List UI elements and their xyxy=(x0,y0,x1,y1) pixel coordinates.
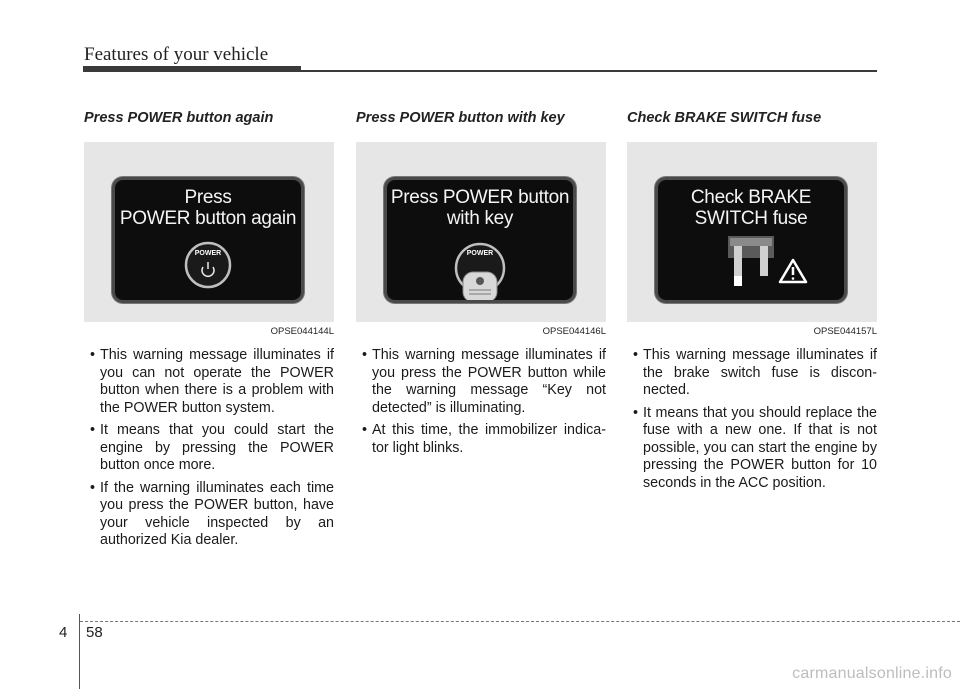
bullet-item: • If the warning illuminates each time you press the POWER button, have your vehicle inspected by an authorized Kia dealer. xyxy=(84,480,334,550)
section-power-with-key xyxy=(356,110,606,462)
display-line-2: SWITCH fuse xyxy=(694,208,808,229)
display-line-1: Check BRAKE xyxy=(690,187,812,208)
cluster-display xyxy=(658,180,844,300)
figure-brake-switch-fuse xyxy=(627,142,877,322)
section-brake-switch-fuse xyxy=(627,110,877,497)
figure-code: OPSE044157L xyxy=(813,326,877,337)
figure-code: OPSE044144L xyxy=(270,326,334,337)
display-line-1: Press xyxy=(184,187,232,208)
section-title: Press POWER button again xyxy=(84,110,274,126)
bullet-list xyxy=(84,347,334,550)
cluster-display xyxy=(115,180,301,300)
cluster-display xyxy=(387,180,573,300)
bullet-list xyxy=(627,347,877,492)
display-line-2: POWER button again xyxy=(119,208,297,229)
bullet-item: • This warning message illuminates if you can not operate the POWER button when there is a problem with the POWER button system. xyxy=(84,347,334,417)
chapter-number: 4 xyxy=(59,624,68,641)
power-button-graphic xyxy=(115,180,301,300)
power-button-label: POWER xyxy=(194,250,222,257)
page-header-title: Features of your vehicle xyxy=(84,44,269,65)
section-title: Check BRAKE SWITCH fuse xyxy=(627,110,822,126)
key-fob-graphic xyxy=(387,180,573,300)
bullet-item: • At this time, the immobilizer indica-tor light blinks. xyxy=(356,422,606,457)
header-bar xyxy=(83,66,301,72)
figure-code: OPSE044146L xyxy=(542,326,606,337)
bullet-item: • It means that you should replace the fuse with a new one. If that is not possible, you can start the engine by pressing the POWER button for 10 seconds in the ACC position. xyxy=(627,405,877,493)
display-line-1: Press POWER button xyxy=(390,187,570,208)
page-number: 58 xyxy=(86,624,103,641)
section-title: Press POWER button with key xyxy=(356,110,565,126)
bullet-item: • This warning message illuminates if you press the POWER button while the warning message “Key not detected” is illuminating. xyxy=(356,347,606,417)
header-rule xyxy=(301,70,877,72)
key-fob-icon xyxy=(463,272,497,300)
power-button-label: POWER xyxy=(466,250,494,257)
fuse-warning-graphic xyxy=(658,180,844,300)
bullet-item: • This warning message illuminates if the brake switch fuse is discon-nected. xyxy=(627,347,877,400)
watermark: carmanualsonline.info xyxy=(792,665,952,682)
section-power-again xyxy=(84,110,334,555)
bullet-list xyxy=(356,347,606,457)
footer-rule xyxy=(80,621,960,622)
figure-power-again xyxy=(84,142,334,322)
footer-divider xyxy=(79,614,80,689)
figure-power-with-key xyxy=(356,142,606,322)
display-line-2: with key xyxy=(446,208,514,229)
bullet-item: • It means that you could start the engine by pressing the POWER button once more. xyxy=(84,422,334,475)
